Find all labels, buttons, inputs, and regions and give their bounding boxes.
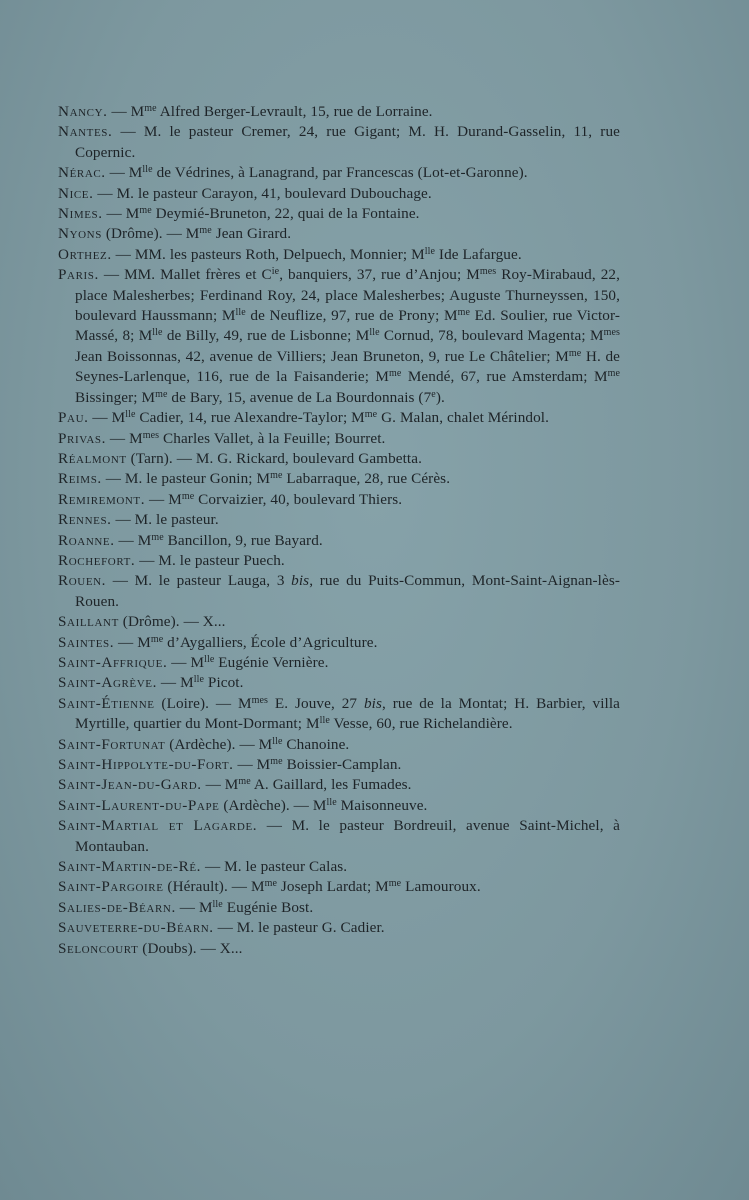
place-name: Roanne. <box>58 531 115 549</box>
list-entry <box>58 429 620 449</box>
list-entry <box>58 796 620 816</box>
place-name: Saillant <box>58 613 119 631</box>
entry-text: — $M^{me}$ Deymié-Bruneton, 22, quai de la Fontaine. <box>102 205 420 223</box>
place-name: Reims. <box>58 470 102 488</box>
entry-text: — $M^{lle}$ de Védrines, à Lanagrand, par Francescas (Lot-et-Garonne). <box>105 164 528 182</box>
list-entry <box>58 939 620 959</box>
entry-text: — M. le pasteur G. Cadier. <box>213 919 385 937</box>
list-entry <box>58 163 620 183</box>
list-entry <box>58 224 620 244</box>
entry-text: (Drôme). — $M^{me}$ Jean Girard. <box>101 225 292 243</box>
place-name: Saintes. <box>58 633 115 651</box>
entry-text: (Loire). — $M^{mes}$ E. Jouve, 27 bis, rue de la Montat; H. Barbier, villa Myrtille, quartier du Mont-Dormant; $M^{lle}$ Vesse, 60, rue Richelandière. <box>75 694 620 733</box>
place-name: Paris. <box>58 266 99 284</box>
list-entry <box>58 877 620 897</box>
entry-text: (Hérault). — $M^{me}$ Joseph Lardat; $M^{me}$ Lamouroux. <box>163 878 481 896</box>
place-name: Saint-Affrique. <box>58 653 168 671</box>
list-entry <box>58 204 620 224</box>
list-entry <box>58 490 620 510</box>
place-name: Rennes. <box>58 511 112 529</box>
list-entry <box>58 775 620 795</box>
place-name: Saint-Martin-de-Ré. <box>58 858 202 876</box>
place-name: Nancy. <box>58 103 108 120</box>
entry-text: (Drôme). — X... <box>118 613 226 631</box>
list-entry <box>58 918 620 938</box>
list-entry <box>58 571 620 612</box>
place-name: Saint-Fortunat <box>58 735 166 753</box>
entry-text: — $M^{lle}$ Eugénie Bost. <box>175 898 314 916</box>
entry-text: (Ardèche). — $M^{lle}$ Maisonneuve. <box>219 796 428 814</box>
list-entry <box>58 122 620 163</box>
entry-text: — $M^{lle}$ Picot. <box>157 674 244 692</box>
list-entry <box>58 612 620 632</box>
entry-text: (Tarn). — M. G. Rickard, boulevard Gambetta. <box>126 449 422 467</box>
list-entry <box>58 531 620 551</box>
list-entry <box>58 653 620 673</box>
place-name: Saint-Étienne <box>58 694 155 712</box>
list-entry <box>58 408 620 428</box>
entry-text: — M. le pasteur. <box>111 511 219 529</box>
entry-text: — $M^{me}$ Boissier-Camplan. <box>233 756 402 773</box>
place-name: Pau. <box>58 409 89 427</box>
entry-text: — $M^{me}$ d’Aygalliers, École d’Agriculture. <box>114 633 378 651</box>
place-name: Saint-Jean-du-Gard. <box>58 776 202 794</box>
place-name: Privas. <box>58 429 107 447</box>
place-name: Orthez. <box>58 245 112 263</box>
entry-text: — M. le pasteur Lauga, 3 bis, rue du Puits-Commun, Mont-Saint-Aignan-lès-Rouen. <box>75 572 620 610</box>
entry-text: — M. le pasteur Cremer, 24, rue Gigant; M. H. Durand-Gasselin, 11, rue Copernic. <box>75 123 620 161</box>
place-name: Remiremont. <box>58 490 146 508</box>
place-name: Nimes. <box>58 205 103 223</box>
place-name: Saint-Agrève. <box>58 674 158 692</box>
place-name: Saint-Pargoire <box>58 878 164 896</box>
list-entry <box>58 857 620 877</box>
entry-text: — M. le pasteur Puech. <box>135 551 285 569</box>
list-entry <box>58 469 620 489</box>
entry-text: — $M^{lle}$ Eugénie Vernière. <box>167 653 329 671</box>
list-entry <box>58 551 620 571</box>
entry-text: (Ardèche). — $M^{lle}$ Chanoine. <box>165 735 350 753</box>
list-entry <box>58 735 620 755</box>
list-entry <box>58 633 620 653</box>
place-name: Nice. <box>58 184 94 202</box>
entry-text: — M. le pasteur Gonin; $M^{me}$ Labarraque, 28, rue Cérès. <box>101 470 451 488</box>
place-name: Rouen. <box>58 572 107 590</box>
place-name: Nyons <box>58 225 102 243</box>
entry-text: — MM. Mallet frères et $C^{ie}$, banquiers, 37, rue d’Anjou; $M^{mes}$ Roy-Mirabaud, 22, place Malesherbes; Ferdinand Roy, 24, place Malesherbes; Auguste Thurneyssen, 150, boulevard Haussmann; $M^{lle}$ de Neuflize, 97, rue de Prony; $M^{me}$ Ed. Soulier, rue Victor-Massé, 8; $M^{lle}$ de Billy, 49, rue de Lisbonne; $M^{lle}$ Cornud, 78, boulevard Magenta; $M^{mes}$ Jean Boissonnas, 42, avenue de Villiers; Jean Bruneton, 9, rue Le Châtelier; $M^{me}$ H. de Seynes-Larlenque, 116, rue de la Faisanderie; $M^{me}$ Mendé, 67, rue Amsterdam; $M^{me}$ Bissinger; $M^{me}$ de Bary, 15, avenue de La Bourdonnais (7e). <box>75 266 621 406</box>
place-name: Saint-Laurent-du-Pape <box>58 796 220 814</box>
entry-text: — M. le pasteur Calas. <box>201 858 348 876</box>
entry-text: (Doubs). — X... <box>138 939 243 957</box>
list-entry <box>58 510 620 530</box>
list-entry <box>58 816 620 857</box>
subscriber-list <box>58 102 620 959</box>
list-entry <box>58 755 620 775</box>
entry-text: — $M^{me}$ Bancillon, 9, rue Bayard. <box>114 531 323 549</box>
place-name: Nantes. <box>58 123 113 141</box>
list-entry <box>58 694 620 735</box>
entry-text: — $M^{me}$ A. Gaillard, les Fumades. <box>201 776 412 794</box>
place-name: Saint-Hippolyte-du-Fort. <box>58 756 234 773</box>
list-entry <box>58 673 620 693</box>
list-entry <box>58 102 620 122</box>
place-name: Sauveterre-du-Béarn. <box>58 919 214 937</box>
place-name: Saint-Martial et Lagarde. <box>58 817 258 835</box>
entry-text: — $M^{mes}$ Charles Vallet, à la Feuille; Bourret. <box>106 429 386 447</box>
list-entry <box>58 265 620 408</box>
place-name: Nérac. <box>58 164 106 182</box>
list-entry <box>58 245 620 265</box>
list-entry <box>58 449 620 469</box>
entry-text: — MM. les pasteurs Roth, Delpuech, Monnier; $M^{lle}$ Ide Lafargue. <box>111 245 522 263</box>
entry-text: — $M^{lle}$ Cadier, 14, rue Alexandre-Taylor; $M^{me}$ G. Malan, chalet Mérindol. <box>88 409 550 427</box>
place-name: Rochefort. <box>58 551 136 569</box>
list-entry <box>58 898 620 918</box>
entry-text: — M. le pasteur Carayon, 41, boulevard Dubouchage. <box>93 184 432 202</box>
entry-text: — $M^{me}$ Corvaizier, 40, boulevard Thiers. <box>145 490 403 508</box>
entry-text: — $M^{me}$ Alfred Berger-Levrault, 15, rue de Lorraine. <box>107 103 433 120</box>
place-name: Réalmont <box>58 449 127 467</box>
list-entry <box>58 184 620 204</box>
place-name: Seloncourt <box>58 939 139 957</box>
place-name: Salies-de-Béarn. <box>58 898 176 916</box>
entry-text: — M. le pasteur Bordreuil, avenue Saint-Michel, à Montauban. <box>75 817 620 855</box>
